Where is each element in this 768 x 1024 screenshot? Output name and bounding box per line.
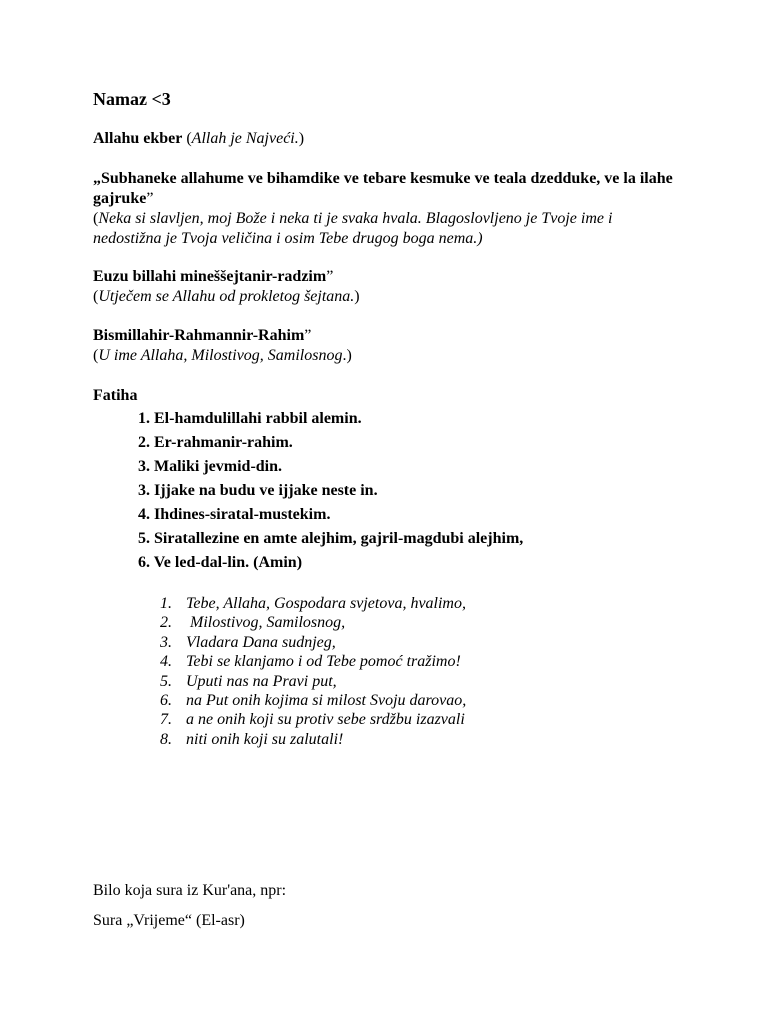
tekbir-open: ( — [182, 130, 192, 147]
subhaneke-translation — [93, 209, 683, 249]
footer-line-1: Bilo koja sura iz Kur'ana, npr: — [93, 882, 287, 899]
euzu-quote: ” — [326, 268, 334, 285]
bismillah-quote: ” — [304, 327, 312, 344]
list-item — [160, 594, 466, 613]
list-text: Uputi nas na Pravi put, — [186, 672, 337, 690]
tekbir-arabic: Allahu ekber — [93, 130, 183, 147]
list-item: 2. Er-rahmanir-rahim. — [138, 434, 293, 451]
list-item — [160, 652, 466, 671]
euzu-translation — [93, 287, 360, 307]
fatiha-heading-text: Fatiha — [93, 387, 138, 404]
list-text: Tebe, Allaha, Gospodara svjetova, hvalimo, — [186, 595, 466, 612]
list-number: 4. — [160, 653, 172, 671]
subhaneke-quote: ” — [146, 190, 154, 207]
subhaneke-translation-text: Neka si slavljen, moj Bože i neka ti je svaka hvala. Blagoslovljeno je Tvoje ime i nedostižna je Tvoja veličina i osim Tebe drugog boga nema.) — [93, 210, 613, 247]
list-number: 6. — [160, 691, 172, 709]
bismillah-open: ( — [93, 347, 99, 364]
list-number: 2. — [160, 614, 172, 632]
euzu-open: ( — [93, 288, 99, 305]
footer-line-2: Sura „Vrijeme“ (El-asr) — [93, 912, 245, 929]
list-text: Tebi se klanjamo i od Tebe pomoć tražimo! — [186, 653, 461, 671]
euzu-close: ) — [354, 288, 360, 305]
fatiha-translation-list — [160, 594, 466, 749]
list-item: 3. Ijjake na budu ve ijjake neste in. — [138, 482, 378, 499]
list-item: 4. Ihdines-siratal-mustekim. — [138, 506, 331, 523]
tekbir-close: ) — [298, 130, 305, 147]
list-item: 5. Siratallezine en amte alejhim, gajril-magdubi alejhim, — [138, 530, 524, 547]
list-text: Vladara Dana sudnjeg, — [186, 633, 336, 651]
list-item: 1. El-hamdulillahi rabbil alemin. — [138, 410, 362, 427]
list-text: a ne onih koji su protiv sebe srdžbu izazvali — [186, 711, 465, 729]
list-item — [160, 613, 466, 632]
fatiha-heading — [93, 386, 137, 406]
list-number: 3. — [160, 633, 172, 651]
subhaneke-arabic-text: „Subhaneke allahume ve bihamdike ve tebare kesmuke ve teala dzedduke, ve la ilahe gajruke — [93, 170, 673, 207]
list-number: 1. — [160, 595, 172, 612]
fatiha-arabic-list — [138, 409, 523, 577]
list-number: 7. — [160, 711, 172, 729]
list-text: niti onih koji su zalutali! — [186, 730, 344, 748]
euzu-translation-text: Utječem se Allahu od prokletog šejtana. — [98, 288, 355, 305]
subhaneke-arabic — [93, 169, 683, 209]
tekbir-translation: Allah je Najveći. — [191, 130, 299, 147]
list-item: 6. Ve led-dal-lin. (Amin) — [138, 554, 303, 571]
bismillah-arabic — [93, 326, 311, 346]
list-item — [160, 672, 466, 691]
bismillah-translation — [93, 346, 352, 366]
bismillah-close: .) — [342, 347, 352, 364]
euzu-arabic — [93, 267, 333, 287]
bismillah-arabic-text: Bismillahir-Rahmannir-Rahim — [93, 327, 305, 344]
list-item — [160, 633, 466, 652]
bismillah-translation-text: U ime Allaha, Milostivog, Samilosnog — [98, 347, 343, 364]
list-text: na Put onih kojima si milost Svoju darovao, — [186, 691, 467, 709]
list-number: 5. — [160, 672, 172, 690]
list-item — [160, 710, 466, 729]
list-item: 3. Maliki jevmid-din. — [138, 458, 283, 475]
list-item — [160, 730, 466, 749]
document-title: Namaz <3 — [93, 89, 171, 109]
list-text: Milostivog, Samilosnog, — [186, 614, 346, 632]
tekbir-line — [93, 129, 304, 149]
list-item — [160, 691, 466, 710]
euzu-arabic-text: Euzu billahi mineššejtanir-radzim — [93, 268, 327, 285]
subhaneke-open: ( — [93, 210, 99, 227]
list-number: 8. — [160, 730, 172, 748]
